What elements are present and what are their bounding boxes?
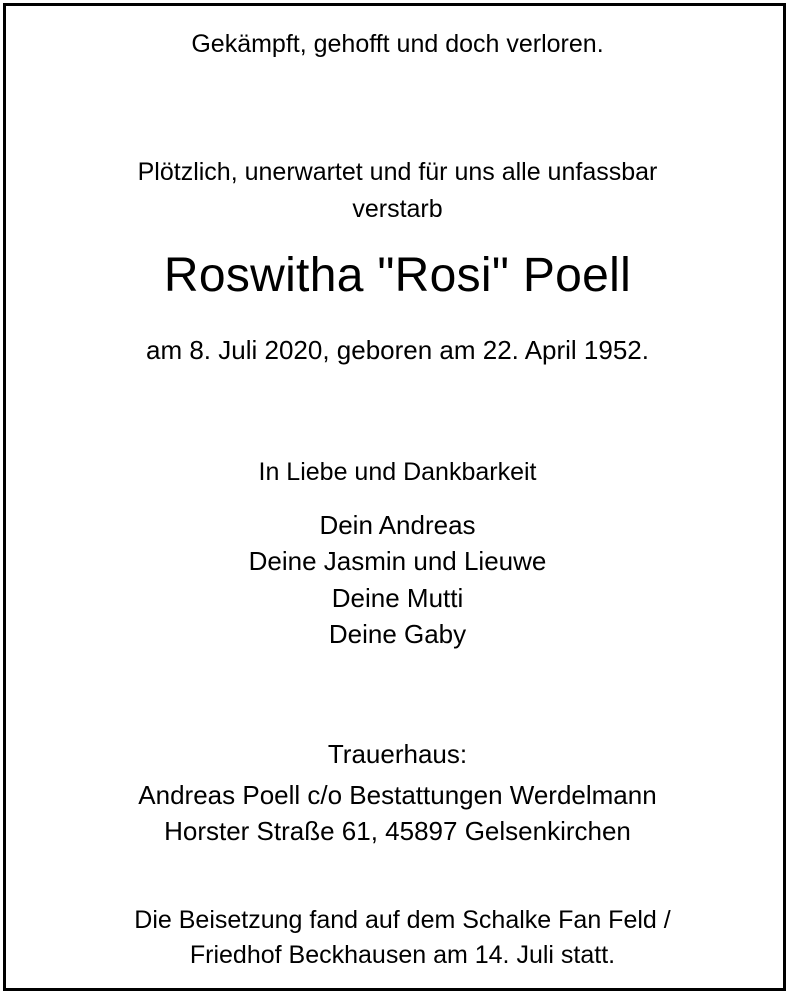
mourning-house-label: Trauerhaus:: [327, 739, 468, 769]
signer-mutti: Deine Mutti: [331, 583, 464, 613]
deceased-name: Roswitha "Rosi" Poell: [163, 249, 632, 302]
intro-line-2: verstarb: [352, 195, 443, 223]
motto-text: Gekämpft, gehofft und doch verloren.: [191, 30, 604, 58]
intro-line-1: Plötzlich, unerwartet und für uns alle unfassbar: [137, 158, 658, 186]
love-gratitude-line: In Liebe und Dankbarkeit: [258, 458, 537, 486]
mourning-house-name: Andreas Poell c/o Bestattungen Werdelmann: [138, 780, 657, 810]
signer-jasmin-lieuwe: Deine Jasmin und Lieuwe: [248, 546, 547, 576]
burial-line-1: Die Beisetzung fand auf dem Schalke Fan Feld /: [134, 906, 671, 934]
mourning-house-address: Horster Straße 61, 45897 Gelsenkirchen: [164, 816, 631, 846]
signer-gaby: Deine Gaby: [328, 619, 467, 649]
signer-andreas: Dein Andreas: [319, 510, 476, 540]
burial-line-2: Friedhof Beckhausen am 14. Juli statt.: [189, 941, 616, 969]
death-birth-dates: am 8. Juli 2020, geboren am 22. April 1952.: [146, 335, 649, 365]
